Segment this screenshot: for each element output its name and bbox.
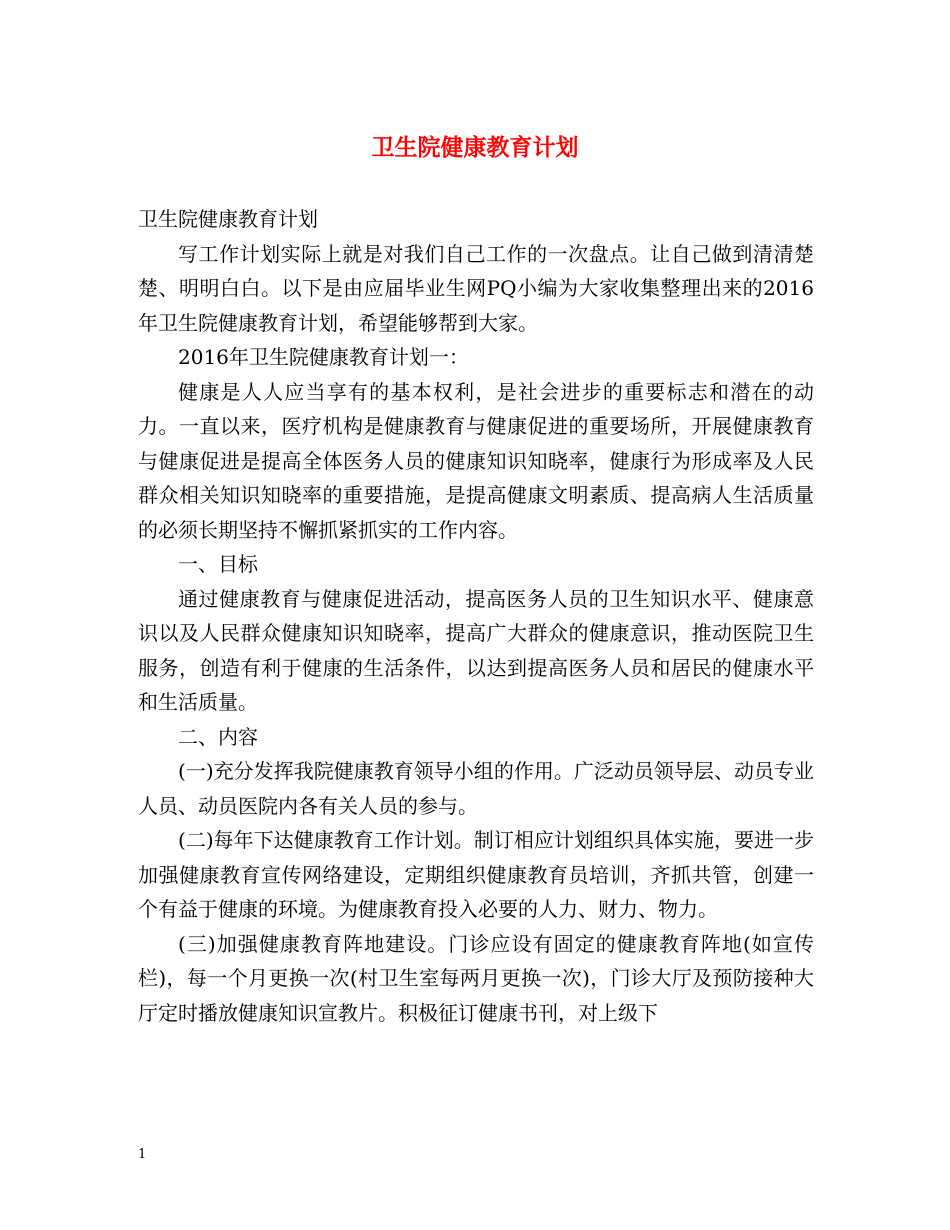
- subtitle-line: 卫生院健康教育计划: [138, 207, 318, 231]
- paragraph-goals: 通过健康教育与健康促进活动，提高医务人员的卫生知识水平、健康意识以及人民群众健康知识知晓率，提高广大群众的健康意识，推动医院卫生服务，创造有利于健康的生活条件，以达到提高医务人员和居民的健康水平和生活质量。: [138, 586, 814, 714]
- page-title: 卫生院健康教育计划: [371, 134, 579, 161]
- section-heading-goals: 一、目标: [178, 552, 258, 576]
- page-number: 1: [138, 1147, 147, 1162]
- paragraph-health-rights: 健康是人人应当享有的基本权利，是社会进步的重要标志和潜在的动力。一直以来，医疗机构是健康教育与健康促进的重要场所，开展健康教育与健康促进是提高全体医务人员的健康知识知晓率，健康行为形成率及人民群众相关知识知晓率的重要措施，是提高健康文明素质、提高病人生活质量的必须长期坚持不懈抓紧抓实的工作内容。: [138, 379, 814, 542]
- section-heading-plan-one: 2016年卫生院健康教育计划一：: [178, 345, 469, 369]
- paragraph-item-3: (三)加强健康教育阵地建设。门诊应设有固定的健康教育阵地(如宣传栏)，每一个月更换一次(村卫生室每两月更换一次)，门诊大厅及预防接种大厅定时播放健康知识宣教片。积极征订健康书刊，对上级下: [138, 931, 814, 1025]
- paragraph-item-2: (二)每年下达健康教育工作计划。制订相应计划组织具体实施，要进一步加强健康教育宣传网络建设，定期组织健康教育员培训，齐抓共管，创建一个有益于健康的环境。为健康教育投入必要的人力、财力、物力。: [138, 828, 814, 921]
- paragraph-item-1: (一)充分发挥我院健康教育领导小组的作用。广泛动员领导层、动员专业人员、动员医院内各有关人员的参与。: [138, 759, 814, 818]
- section-heading-content: 二、内容: [178, 724, 258, 749]
- paragraph-intro: 写工作计划实际上就是对我们自己工作的一次盘点。让自己做到清清楚楚、明明白白。以下是由应届毕业生网PQ小编为大家收集整理出来的2016年卫生院健康教育计划，希望能够帮到大家。: [138, 241, 814, 335]
- document-body: [138, 202, 814, 1030]
